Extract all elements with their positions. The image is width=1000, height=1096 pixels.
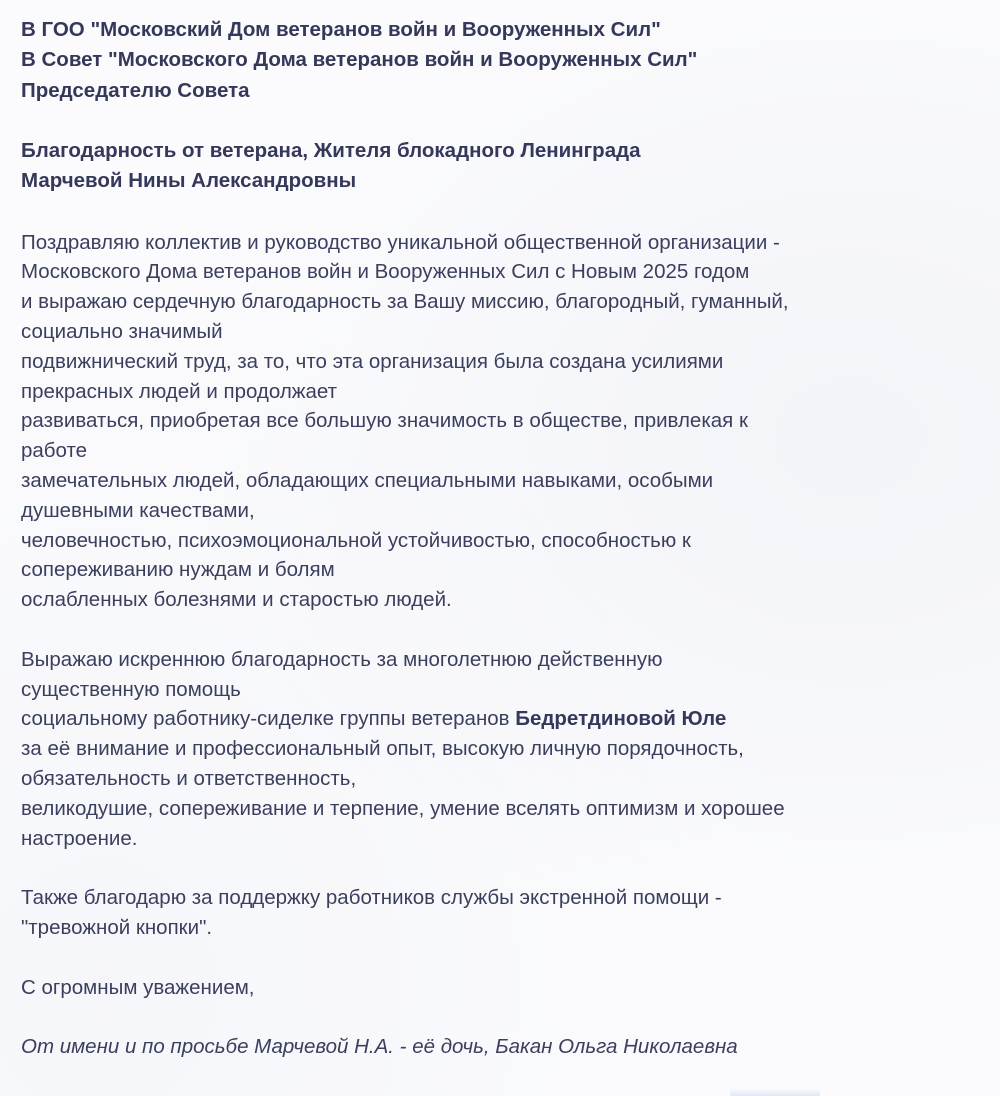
paragraph-2-line: обязательность и ответственность, bbox=[21, 767, 357, 790]
closing-phrase: С огромным уважением, bbox=[21, 976, 255, 999]
paragraph-2-text: социальному работнику-сиделке группы ветеранов bbox=[21, 707, 516, 730]
paragraph-1-line: прекрасных людей и продолжает bbox=[21, 380, 338, 403]
paragraph-2-line: настроение. bbox=[21, 827, 138, 850]
signature-line: От имени и по просьбе Марчевой Н.А. - её дочь, Бакан Ольга Николаевна bbox=[21, 1035, 738, 1058]
scan-edge-mark bbox=[730, 1088, 820, 1096]
paragraph-2-line: существенную помощь bbox=[21, 678, 241, 701]
paragraph-1-line: Поздравляю коллектив и руководство уникальной общественной организации - bbox=[21, 231, 780, 254]
paragraph-2-line: за её внимание и профессиональный опыт, высокую личную порядочность, bbox=[21, 737, 744, 760]
paragraph-1-line: замечательных людей, обладающих специальными навыками, особыми bbox=[21, 469, 714, 492]
paragraph-2-line: великодушие, сопереживание и терпение, умение вселять оптимизм и хорошее bbox=[21, 797, 785, 820]
paragraph-1-line: ослабленных болезнями и старостью людей. bbox=[21, 588, 452, 611]
paragraph-1-line: и выражаю сердечную благодарность за Вашу миссию, благородный, гуманный, bbox=[21, 290, 789, 313]
paragraph-1-line: подвижнический труд, за то, что эта организация была создана усилиями bbox=[21, 350, 724, 373]
paragraph-2-line bbox=[21, 707, 726, 731]
paragraph-3-line: "тревожной кнопки". bbox=[21, 916, 213, 939]
letter-title-line-1: Благодарность от ветерана, Жителя блокадного Ленинграда bbox=[21, 139, 641, 162]
paragraph-3-line: Также благодарю за поддержку работников службы экстренной помощи - bbox=[21, 886, 722, 909]
paragraph-1-line: человечностью, психоэмоциональной устойчивостью, способностью к bbox=[21, 529, 691, 552]
paragraph-2-line: Выражаю искреннюю благодарность за многолетнюю действенную bbox=[21, 648, 663, 671]
letter-title-line-2: Марчевой Нины Александровны bbox=[21, 169, 357, 192]
social-worker-name: Бедретдиновой Юле bbox=[515, 707, 727, 730]
paragraph-1-line: Московского Дома ветеранов войн и Вооруженных Сил с Новым 2025 годом bbox=[21, 260, 750, 283]
addressee-line-1: В ГОО "Московский Дом ветеранов войн и Вооруженных Сил" bbox=[21, 18, 661, 41]
addressee-line-2: В Совет "Московского Дома ветеранов войн и Вооруженных Сил" bbox=[21, 48, 698, 71]
paragraph-1-line: работе bbox=[21, 439, 88, 462]
paragraph-1-line: сопереживанию нуждам и болям bbox=[21, 558, 335, 581]
addressee-line-3: Председателю Совета bbox=[21, 79, 250, 102]
paragraph-1-line: социально значимый bbox=[21, 320, 223, 343]
paragraph-1-line: душевными качествами, bbox=[21, 499, 255, 522]
paragraph-1-line: развиваться, приобретая все большую значимость в обществе, привлекая к bbox=[21, 409, 748, 432]
